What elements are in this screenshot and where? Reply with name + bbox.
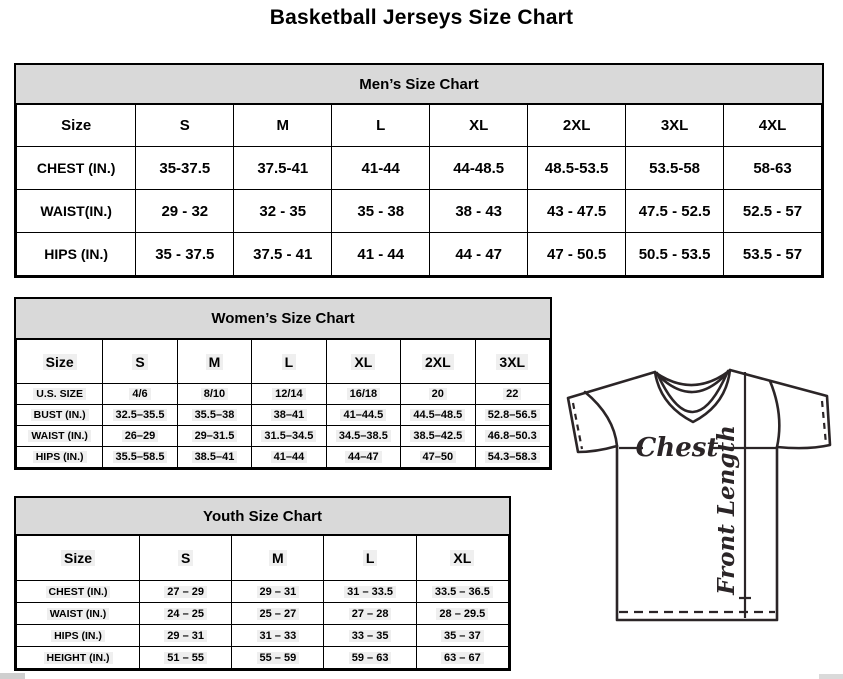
size-header-row (17, 105, 822, 147)
value-cell: 41 - 44 (332, 233, 430, 276)
value-cell: 44-48.5 (430, 147, 528, 190)
size-col-header: 2XL (401, 340, 475, 384)
value-cell: 48.5-53.5 (528, 147, 626, 190)
value-cell: 46.8–50.3 (475, 426, 549, 447)
mens-chart-title: Men’s Size Chart (16, 65, 822, 104)
measurement-row (17, 603, 509, 625)
scrollbar-fragment-left[interactable] (0, 673, 25, 679)
value-cell: 38.5–41 (177, 447, 251, 468)
womens-size-chart (14, 297, 552, 470)
measurement-row (17, 147, 822, 190)
size-header-row (17, 340, 550, 384)
value-cell: 35 – 37 (416, 625, 508, 647)
row-label-cell: U.S. SIZE (17, 384, 103, 405)
value-cell: 44 - 47 (430, 233, 528, 276)
value-cell: 28 – 29.5 (416, 603, 508, 625)
value-cell: 59 – 63 (324, 647, 416, 669)
value-cell: 27 – 28 (324, 603, 416, 625)
value-cell: 35.5–58.5 (103, 447, 177, 468)
measurement-row (17, 447, 550, 468)
row-label-cell: HIPS (IN.) (17, 625, 140, 647)
value-cell: 31.5–34.5 (252, 426, 326, 447)
size-col-header: XL (416, 536, 508, 581)
mens-size-table (16, 104, 822, 276)
value-cell: 44–47 (326, 447, 400, 468)
value-cell: 55 – 59 (232, 647, 324, 669)
youth-chart-title: Youth Size Chart (16, 498, 509, 535)
value-cell: 24 – 25 (140, 603, 232, 625)
value-cell: 34.5–38.5 (326, 426, 400, 447)
row-label-cell: WAIST(IN.) (17, 190, 136, 233)
size-corner-header: Size (17, 340, 103, 384)
value-cell: 35.5–38 (177, 405, 251, 426)
value-cell: 54.3–58.3 (475, 447, 549, 468)
value-cell: 47.5 - 52.5 (626, 190, 724, 233)
size-corner-header: Size (17, 536, 140, 581)
value-cell: 53.5-58 (626, 147, 724, 190)
value-cell: 35-37.5 (136, 147, 234, 190)
value-cell: 44.5–48.5 (401, 405, 475, 426)
value-cell: 38.5–42.5 (401, 426, 475, 447)
size-header-row (17, 536, 509, 581)
chest-label: Chest (635, 433, 719, 463)
size-col-header: 3XL (475, 340, 549, 384)
value-cell: 12/14 (252, 384, 326, 405)
left-sleeve-seam (585, 392, 617, 446)
right-sleeve-seam (770, 381, 779, 447)
scrollbar-fragment-right[interactable] (819, 674, 843, 679)
value-cell: 51 – 55 (140, 647, 232, 669)
size-col-header: 2XL (528, 105, 626, 147)
value-cell: 4/6 (103, 384, 177, 405)
mens-size-chart (14, 63, 824, 278)
size-col-header: 4XL (724, 105, 822, 147)
value-cell: 20 (401, 384, 475, 405)
value-cell: 22 (475, 384, 549, 405)
youth-size-chart (14, 496, 511, 671)
size-col-header: M (177, 340, 251, 384)
size-col-header: M (234, 105, 332, 147)
size-col-header: L (252, 340, 326, 384)
size-col-header: S (136, 105, 234, 147)
value-cell: 26–29 (103, 426, 177, 447)
womens-size-table (16, 339, 550, 468)
size-col-header: M (232, 536, 324, 581)
value-cell: 37.5-41 (234, 147, 332, 190)
row-label-cell: WAIST (IN.) (17, 603, 140, 625)
measurement-row (17, 190, 822, 233)
measurement-row (17, 581, 509, 603)
measurement-row (17, 405, 550, 426)
value-cell: 41–44 (252, 447, 326, 468)
value-cell: 31 – 33 (232, 625, 324, 647)
row-label-cell: HIPS (IN.) (17, 233, 136, 276)
size-col-header: L (324, 536, 416, 581)
womens-chart-title: Women’s Size Chart (16, 299, 550, 339)
row-label-cell: CHEST (IN.) (17, 581, 140, 603)
value-cell: 32 - 35 (234, 190, 332, 233)
value-cell: 29–31.5 (177, 426, 251, 447)
measurement-row (17, 233, 822, 276)
front-length-label: Front Length (713, 425, 740, 595)
size-col-header: S (103, 340, 177, 384)
value-cell: 29 – 31 (232, 581, 324, 603)
value-cell: 52.8–56.5 (475, 405, 549, 426)
size-corner-header: Size (17, 105, 136, 147)
youth-size-table (16, 535, 509, 669)
row-label-cell: WAIST (IN.) (17, 426, 103, 447)
value-cell: 58-63 (724, 147, 822, 190)
value-cell: 33 – 35 (324, 625, 416, 647)
value-cell: 53.5 - 57 (724, 233, 822, 276)
row-label-cell: HEIGHT (IN.) (17, 647, 140, 669)
value-cell: 35 - 38 (332, 190, 430, 233)
size-col-header: 3XL (626, 105, 724, 147)
value-cell: 29 - 32 (136, 190, 234, 233)
value-cell: 52.5 - 57 (724, 190, 822, 233)
size-col-header: XL (430, 105, 528, 147)
value-cell: 38 - 43 (430, 190, 528, 233)
page-title: Basketball Jerseys Size Chart (269, 6, 574, 29)
value-cell: 47–50 (401, 447, 475, 468)
jersey-outline (568, 370, 830, 620)
jersey-measurement-diagram (556, 360, 842, 628)
row-label-cell: CHEST (IN.) (17, 147, 136, 190)
value-cell: 33.5 – 36.5 (416, 581, 508, 603)
value-cell: 16/18 (326, 384, 400, 405)
value-cell: 31 – 33.5 (324, 581, 416, 603)
row-label-cell: HIPS (IN.) (17, 447, 103, 468)
measurement-row (17, 625, 509, 647)
size-col-header: L (332, 105, 430, 147)
front-length-line (739, 372, 751, 618)
measurement-row (17, 426, 550, 447)
size-col-header: S (140, 536, 232, 581)
value-cell: 27 – 29 (140, 581, 232, 603)
value-cell: 43 - 47.5 (528, 190, 626, 233)
value-cell: 41–44.5 (326, 405, 400, 426)
value-cell: 8/10 (177, 384, 251, 405)
value-cell: 38–41 (252, 405, 326, 426)
measurement-row (17, 384, 550, 405)
row-label-cell: BUST (IN.) (17, 405, 103, 426)
value-cell: 32.5–35.5 (103, 405, 177, 426)
right-cuff-dashed-line (822, 401, 826, 444)
value-cell: 37.5 - 41 (234, 233, 332, 276)
size-col-header: XL (326, 340, 400, 384)
value-cell: 29 – 31 (140, 625, 232, 647)
measurement-row (17, 647, 509, 669)
value-cell: 41-44 (332, 147, 430, 190)
value-cell: 35 - 37.5 (136, 233, 234, 276)
value-cell: 63 – 67 (416, 647, 508, 669)
value-cell: 25 – 27 (232, 603, 324, 625)
value-cell: 50.5 - 53.5 (626, 233, 724, 276)
value-cell: 47 - 50.5 (528, 233, 626, 276)
